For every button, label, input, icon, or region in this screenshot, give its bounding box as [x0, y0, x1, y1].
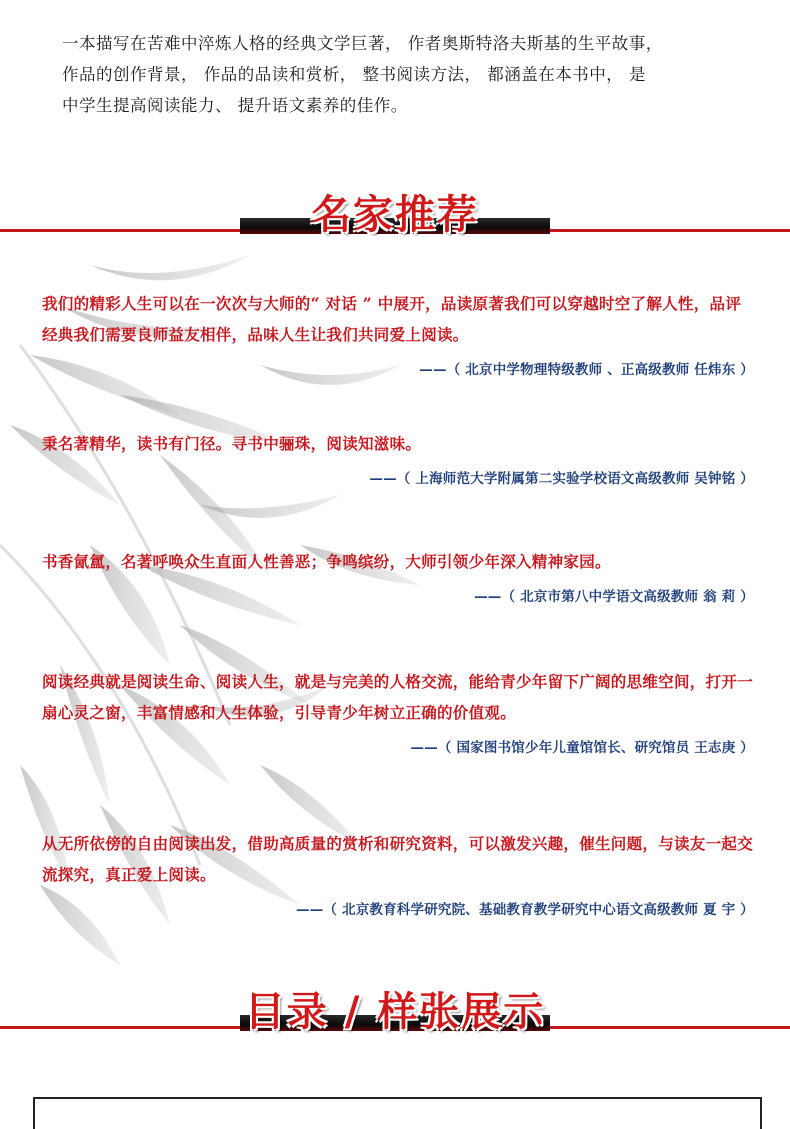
quote-text: 书香氤氲，名著呼唤众生直面人性善恶；争鸣缤纷，大师引领少年深入精神家园。 — [42, 552, 611, 571]
intro-paragraph — [62, 28, 752, 121]
intro-line: 中学生提高阅读能力、 提升语文素养的佳作。 — [62, 96, 408, 115]
toc-preview-frame — [33, 1097, 762, 1129]
section-header-recommend — [0, 188, 790, 248]
intro-line: 一本描写在苦难中淬炼人格的经典文学巨著， 作者奥斯特洛夫斯基的生平故事， — [62, 34, 663, 53]
quote-source: ——（ 北京市第八中学语文高级教师 翁 莉 ） — [474, 589, 754, 605]
quote-source: ——（ 北京教育科学研究院、基础教育教学研究中心语文高级教师 夏 宇 ） — [296, 902, 754, 918]
quote-text: 我们的精彩人生可以在一次次与大师的“ 对话 ” 中展开，品读原著我们可以穿越时空了解人性，品评经典我们需要良师益友相伴，品味人生让我们共同爱上阅读。 — [42, 294, 742, 344]
quote-block — [42, 428, 754, 487]
quote-block — [42, 288, 754, 378]
quote-block — [42, 666, 754, 756]
section-header-toc — [0, 985, 790, 1045]
quote-source: ——（ 北京中学物理特级教师 、正高级教师 任炜东 ） — [419, 362, 754, 378]
quote-text: 阅读经典就是阅读生命、阅读人生，就是与完美的人格交流，能给青少年留下广阔的思维空间，打开一扇心灵之窗，丰富情感和人生体验，引导青少年树立正确的价值观。 — [42, 672, 754, 722]
quote-source: ——（ 上海师范大学附属第二实验学校语文高级教师 吴钟铭 ） — [369, 471, 754, 487]
intro-line: 作品的创作背景， 作品的品读和赏析， 整书阅读方法， 都涵盖在本书中， 是 — [62, 65, 646, 84]
quote-text: 从无所依傍的自由阅读出发，借助高质量的赏析和研究资料，可以激发兴趣，催生问题，与读友一起交流探究，真正爱上阅读。 — [42, 834, 754, 884]
quote-block — [42, 828, 754, 918]
section-title: 目录 / 样张展示 — [244, 989, 546, 1035]
quote-block — [42, 546, 754, 605]
quote-source: ——（ 国家图书馆少年儿童馆馆长、研究馆员 王志庚 ） — [410, 740, 754, 756]
quote-text: 秉名著精华，读书有门径。寻书中骊珠，阅读知滋味。 — [42, 434, 422, 453]
section-title: 名家推荐 — [311, 191, 479, 238]
